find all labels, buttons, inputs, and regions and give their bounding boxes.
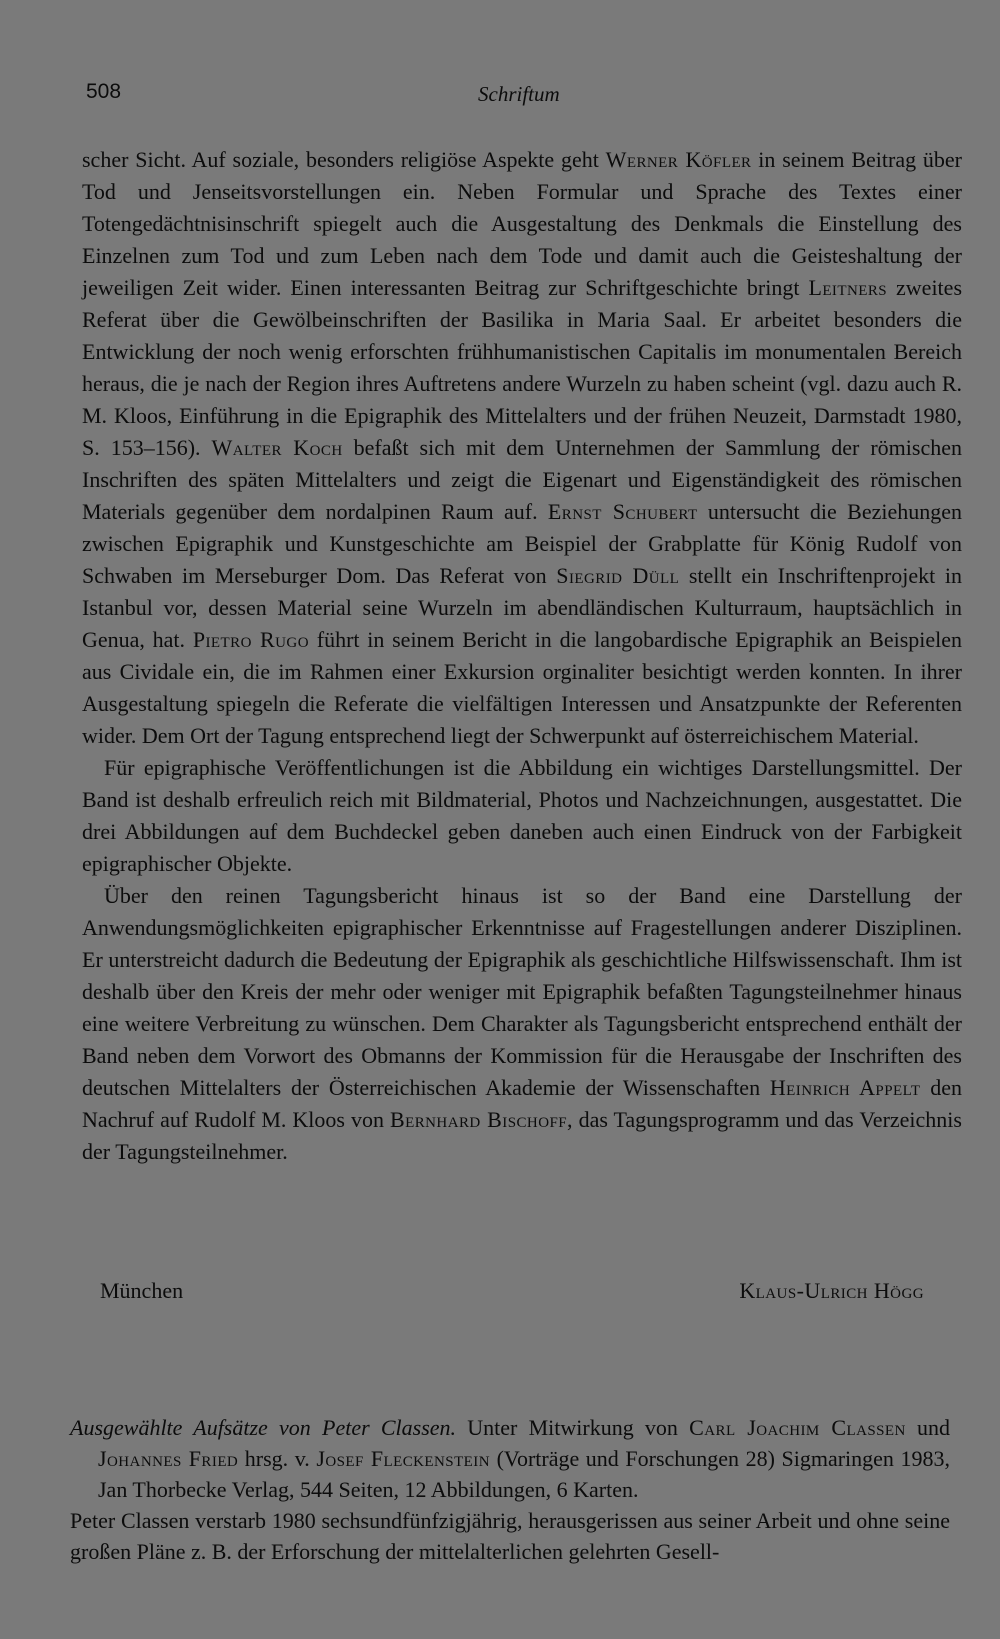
author-name: Heinrich Appelt [769, 1075, 921, 1100]
author-name: Ernst Schubert [547, 499, 698, 524]
next-review [70, 1412, 950, 1567]
author-name: Werner Köfler [605, 147, 752, 172]
author-name: Josef Fleckenstein [316, 1446, 490, 1471]
review-opening-paragraph: Peter Classen verstarb 1980 sechsundfünfzigjährig, herausgerissen aus seiner Arbeit und ohne seine großen Pläne z. B. der Erforschung der mittelalterlichen gelehrten Gesell- [70, 1508, 950, 1564]
review-signature [82, 1278, 924, 1304]
paragraph-3: Über den reinen Tagungsbericht hinaus ist so der Band eine Darstellung der Anwendungsmöglichkeiten epigraphischer Erkenntnisse auf Fragestellungen anderer Disziplinen. Er unterstreicht dadurch die Bedeutung der Epigraphik als geschichtliche Hilfswissenschaft. Ihm ist deshalb über den Kreis der mehr oder weniger mit Epigraphik befaßten Tagungsteilnehmer hinaus eine weitere Verbreitung zu wünschen. Dem Charakter als Tagungsbericht entsprechend enthält der Band neben dem Vorwort des Obmanns der Kommission für die Herausgabe der Inschriften des deutschen Mittelalters der Österreichischen Akademie der Wissenschaften Heinrich Appelt den Nachruf auf Rudolf M. Kloos von Bernhard Bischoff, das Tagungsprogramm und das Verzeichnis der Tagungsteilnehmer. [82, 883, 962, 1164]
reviewer-name: Klaus-Ulrich Högg [739, 1278, 924, 1303]
page-number: 508 [86, 80, 122, 103]
review-body [82, 144, 962, 1168]
author-name: Siegrid Düll [556, 563, 680, 588]
author-name: Leitners [808, 275, 888, 300]
author-name: Carl Joachim Classen [689, 1415, 906, 1440]
running-title: Schriftum [478, 82, 560, 106]
author-name: Johannes Fried [98, 1446, 239, 1471]
book-title: Ausgewählte Aufsätze von Peter Classen. [70, 1415, 457, 1440]
author-name: Walter Koch [211, 435, 343, 460]
author-name: Pietro Rugo [192, 627, 309, 652]
author-name: Bernhard Bischoff [390, 1107, 568, 1132]
book-citation: Ausgewählte Aufsätze von Peter Classen. Unter Mitwirkung von Carl Joachim Classen und Johannes Fried hrsg. v. Josef Fleckenstein (Vorträge und Forschungen 28) Sigmaringen 1983, Jan Thorbecke Verlag, 544 Seiten, 12 Abbildungen, 6 Karten. [70, 1415, 950, 1502]
paragraph-2: Für epigraphische Veröffentlichungen ist die Abbildung ein wichtiges Darstellungsmittel. Der Band ist deshalb erfreulich reich mit Bildmaterial, Photos und Nachzeichnungen, ausgestattet. Die drei Abbildungen auf dem Buchdeckel geben daneben auch einen Eindruck von der Farbigkeit epigraphischer Objekte. [82, 755, 962, 876]
paragraph-1: scher Sicht. Auf soziale, besonders religiöse Aspekte geht Werner Köfler in seinem Beitrag über Tod und Jenseitsvorstellungen ein. Neben Formular und Sprache des Textes einer Totengedächtnisinschrift spiegelt auch die Ausgestaltung des Denkmals die Einstellung des Einzelnen zum Tod und zum Leben nach dem Tode und damit auch die Geisteshaltung der jeweiligen Zeit wider. Einen interessanten Beitrag zur Schriftgeschichte bringt Leitners zweites Referat über die Gewölbeinschriften der Basilika in Maria Saal. Er arbeitet besonders die Entwicklung der noch wenig erforschten frühhumanistischen Capitalis im monumentalen Bereich heraus, die je nach der Region ihres Auftretens andere Wurzeln zu haben scheint (vgl. dazu auch R. M. Kloos, Einführung in die Epigraphik des Mittelalters und der frühen Neuzeit, Darmstadt 1980, S. 153–156). Walter Koch befaßt sich mit dem Unternehmen der Sammlung der römischen Inschriften des späten Mittelalters und zeigt die Eigenart und Eigenständigkeit des römischen Materials gegenüber dem nordalpinen Raum auf. Ernst Schubert untersucht die Beziehungen zwischen Epigraphik und Kunstgeschichte am Beispiel der Grabplatte für König Rudolf von Schwaben im Merseburger Dom. Das Referat von Siegrid Düll stellt ein Inschriftenprojekt in Istanbul vor, dessen Material seine Wurzeln im abendländischen Kulturraum, hauptsächlich in Genua, hat. Pietro Rugo führt in seinem Bericht in die langobardische Epigraphik an Beispielen aus Cividale ein, die im Rahmen einer Exkursion orginaliter besichtigt werden konnten. In ihrer Ausgestaltung spiegeln die Referate die vielfältigen Interessen und Ansatzpunkte der Referenten wider. Dem Ort der Tagung entsprechend liegt der Schwerpunkt auf österreichischem Material. [82, 147, 963, 748]
signature-place: München [100, 1278, 184, 1303]
